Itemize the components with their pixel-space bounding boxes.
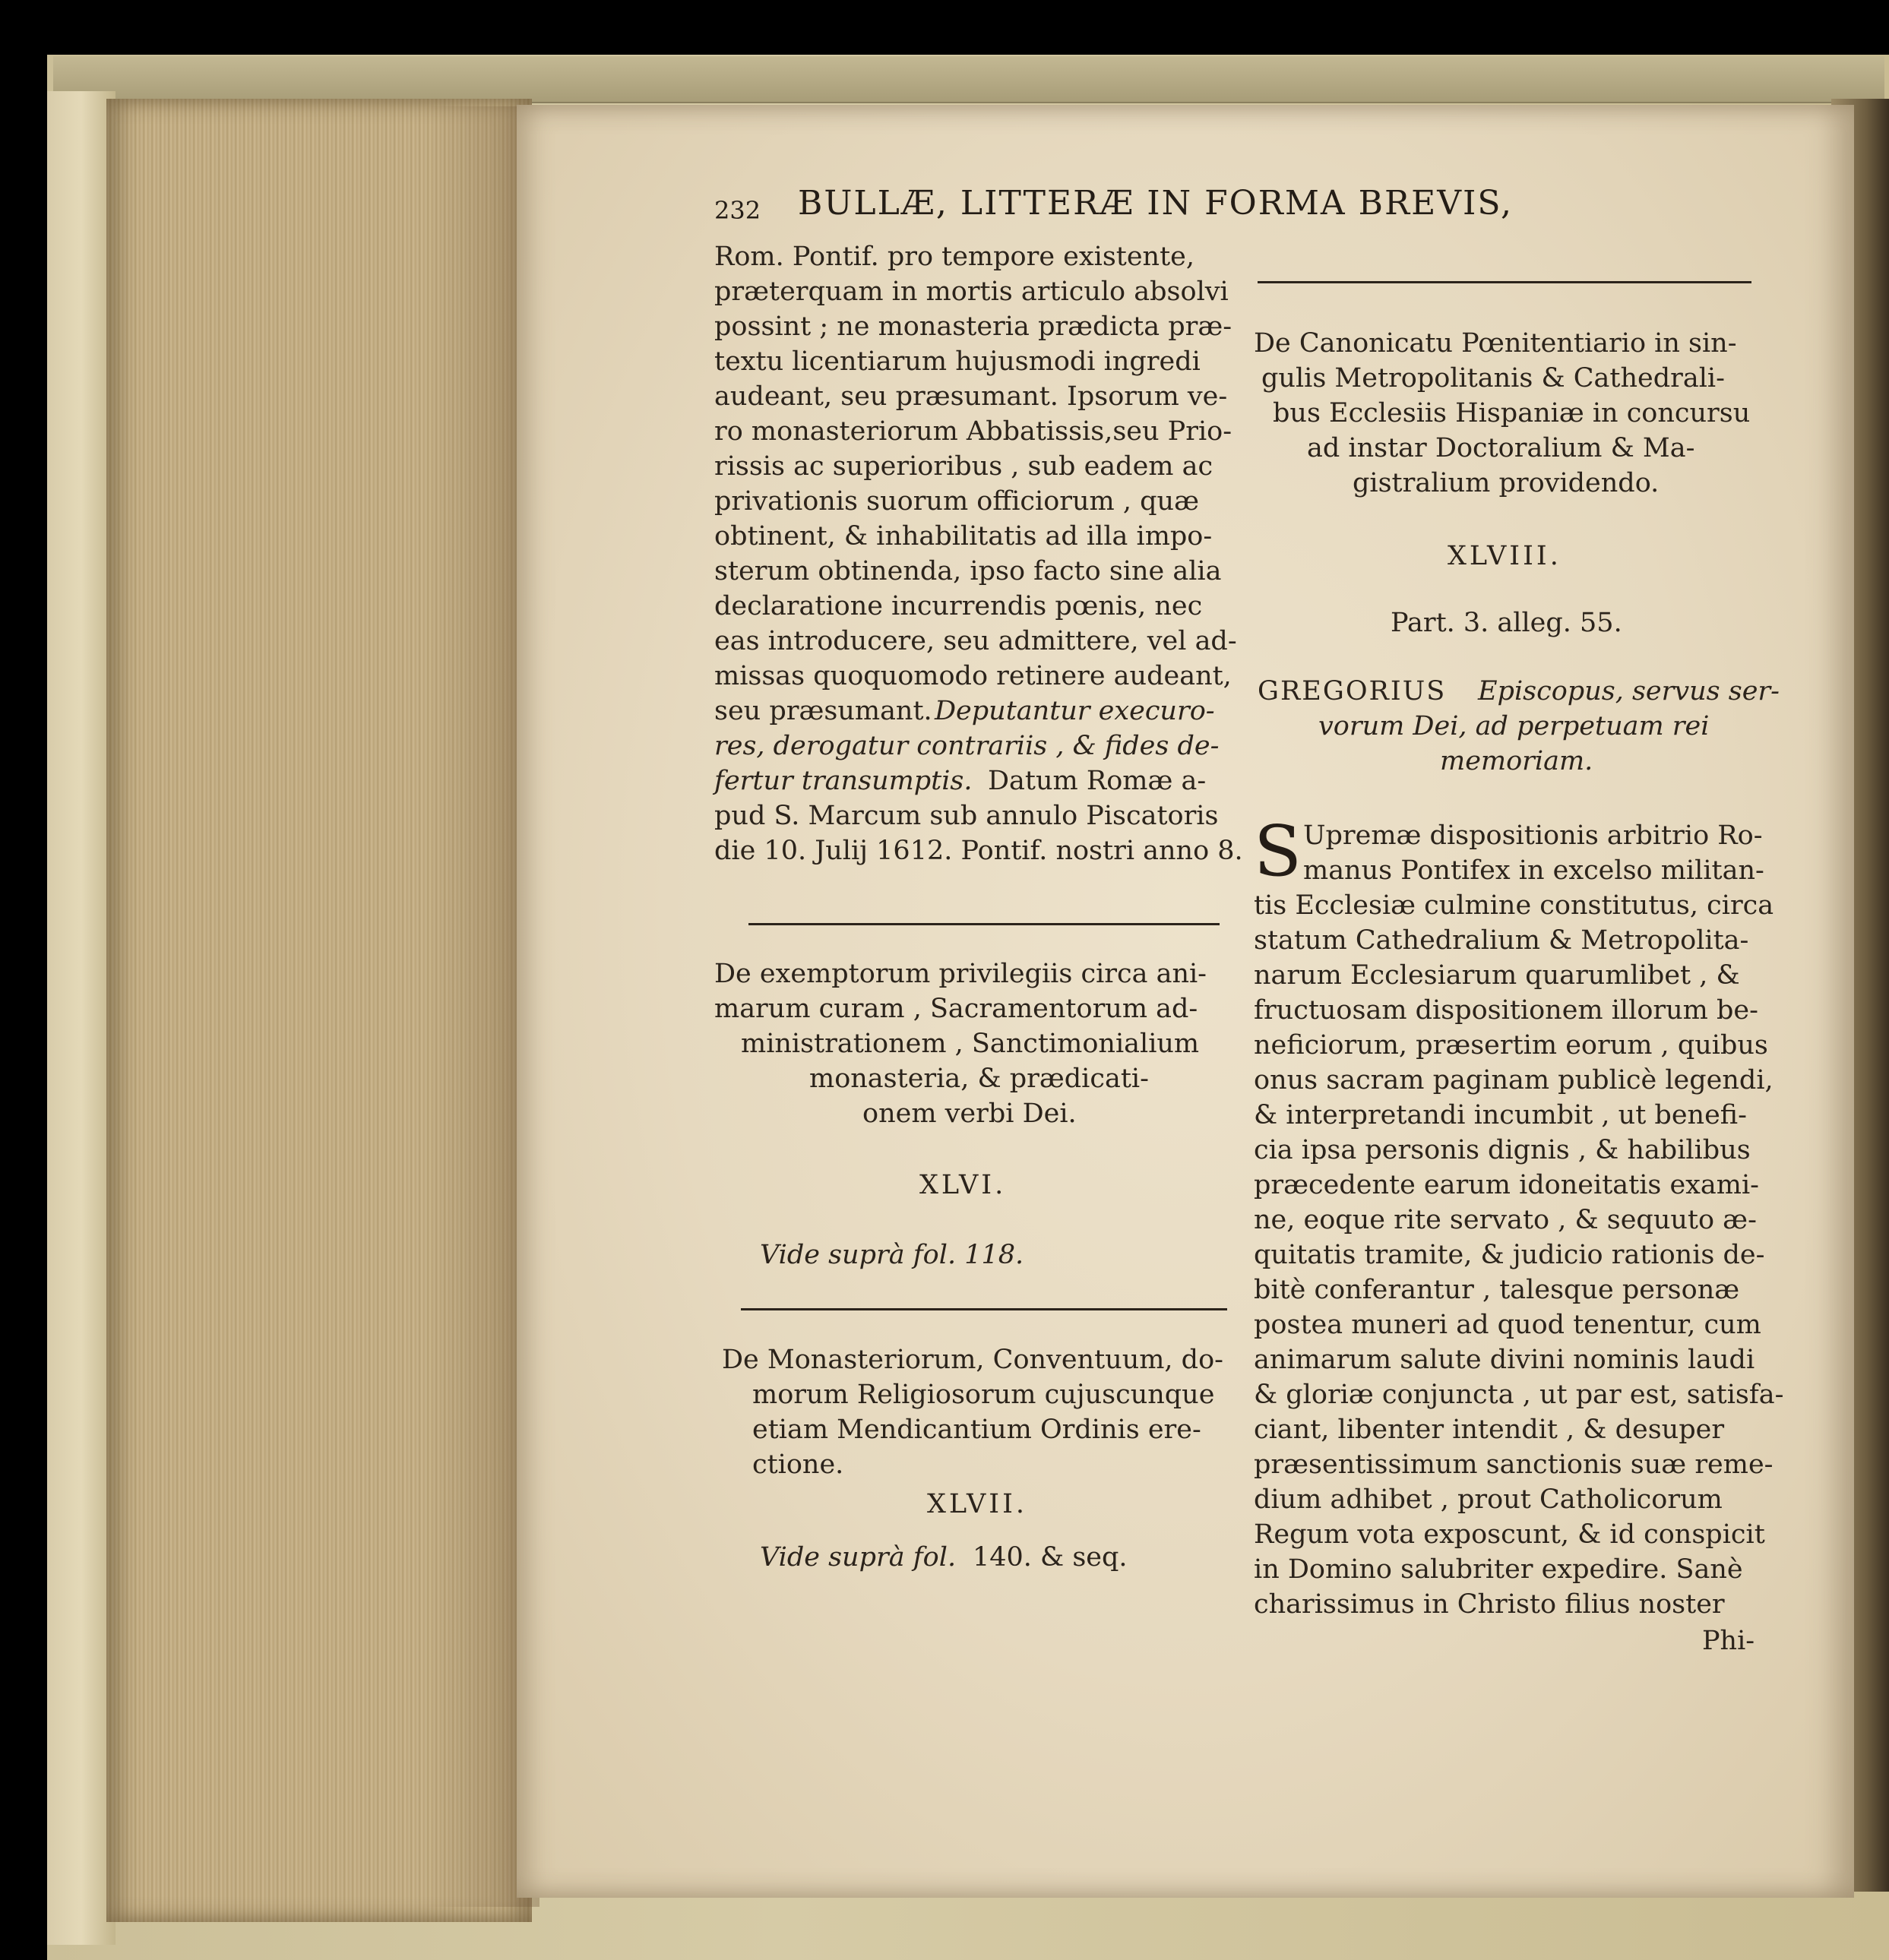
- text-line: ne, eoque rite servato , & sequuto æ-: [1254, 1205, 1757, 1235]
- section-divider: [748, 923, 1220, 925]
- intitulatio-text: vorum Dei, ad perpetuam rei: [1318, 711, 1710, 741]
- text-line: præsentissimum sanctionis suæ reme-: [1254, 1449, 1774, 1480]
- section-heading-line: gistralium providendo.: [1353, 468, 1660, 498]
- text-line: animarum salute divini nominis laudi: [1254, 1345, 1755, 1375]
- running-title: BULLÆ, LITTERÆ IN FORMA BREVIS,: [798, 184, 1513, 223]
- text-line: cia ipsa personis dignis , & habilibus: [1254, 1135, 1751, 1165]
- book-top-edge: [53, 56, 1884, 103]
- text-line: sterum obtinenda, ipso facto sine alia: [714, 556, 1222, 586]
- section-number: XLVIII.: [1448, 541, 1562, 571]
- section-heading-line: De Canonicatu Pœnitentiario in sin-: [1254, 328, 1737, 359]
- text-line: in Domino salubriter expedire. Sanè: [1254, 1554, 1743, 1585]
- allegation-reference: Part. 3. alleg. 55.: [1391, 608, 1622, 638]
- section-heading-line: bus Ecclesiis Hispaniæ in concursu: [1273, 398, 1751, 428]
- section-heading-line: marum curam , Sacramentorum ad-: [714, 994, 1198, 1024]
- text-line: audeant, seu præsumant. Ipsorum ve-: [714, 381, 1228, 412]
- section-heading-line: etiam Mendicantium Ordinis ere-: [752, 1415, 1201, 1445]
- text-line: missas quoquomodo retinere audeant,: [714, 661, 1232, 691]
- section-heading-line: onem verbi Dei.: [862, 1099, 1077, 1129]
- text-line: Regum vota exposcunt, & id conspicit: [1254, 1519, 1765, 1550]
- text-line: ro monasteriorum Abbatissis,seu Prio-: [714, 416, 1232, 447]
- text-line: statum Cathedralium & Metropolita-: [1254, 925, 1749, 956]
- text-line: privationis suorum officiorum , quæ: [714, 486, 1199, 517]
- text-line: manus Pontifex in excelso militan-: [1303, 855, 1764, 886]
- section-number: XLVI.: [919, 1170, 1007, 1200]
- text-line: bitè conferantur , talesque personæ: [1254, 1275, 1740, 1305]
- section-heading-line: ad instar Doctoralium & Ma-: [1307, 433, 1695, 463]
- text-line: tis Ecclesiæ culmine constitutus, circa: [1254, 890, 1774, 921]
- text-line: neficiorum, præsertim eorum , quibus: [1254, 1030, 1768, 1061]
- section-divider: [1258, 281, 1751, 283]
- section-heading-line: De Monasteriorum, Conventuum, do-: [722, 1345, 1223, 1375]
- italic-text-line: res, derogatur contrariis , & fides de-: [714, 731, 1220, 761]
- italic-text-line: Deputantur execuro-: [935, 696, 1215, 726]
- section-heading-line: De exemptorum privilegiis circa ani-: [714, 959, 1207, 989]
- text-line: possint ; ne monasteria prædicta præ-: [714, 311, 1232, 342]
- italic-text-line: fertur transumptis.: [714, 766, 973, 796]
- text-line: seu præsumant.: [714, 696, 932, 726]
- text-line: postea muneri ad quod tenentur, cum: [1254, 1310, 1761, 1340]
- text-line: charissimus in Christo filius noster: [1254, 1589, 1725, 1620]
- section-number: XLVII.: [927, 1489, 1028, 1519]
- section-heading-line: ministrationem , Sanctimonialium: [741, 1029, 1200, 1059]
- text-line: dium adhibet , prout Catholicorum: [1254, 1484, 1723, 1515]
- cross-reference: Vide suprà fol.: [760, 1542, 957, 1573]
- book-binding-edge: [47, 91, 115, 1945]
- text-line: fructuosam dispositionem illorum be-: [1254, 995, 1758, 1026]
- text-line: quitatis tramite, & judicio rationis de-: [1254, 1240, 1765, 1270]
- intitulatio-name: GREGORIUS: [1258, 676, 1447, 707]
- cross-reference: Vide suprà fol. 118.: [760, 1240, 1024, 1270]
- text-line: die 10. Julij 1612. Pontif. nostri anno 8.: [714, 836, 1243, 866]
- text-line: & gloriæ conjuncta , ut par est, satisfa-: [1254, 1380, 1784, 1410]
- text-line: declaratione incurrendis pœnis, nec: [714, 591, 1203, 621]
- page-number: 232: [714, 196, 761, 225]
- text-line: Rom. Pontif. pro tempore existente,: [714, 242, 1194, 272]
- text-line: ciant, libenter intendit , & desuper: [1254, 1415, 1725, 1445]
- text-line: Datum Romæ a-: [988, 766, 1207, 796]
- text-line: rissis ac superioribus , sub eadem ac: [714, 451, 1213, 482]
- text-line: narum Ecclesiarum quarumlibet , &: [1254, 960, 1740, 991]
- intitulatio-text: memoriam.: [1440, 746, 1593, 776]
- drop-cap-initial: S: [1254, 811, 1302, 892]
- text-line: onus sacram paginam publicè legendi,: [1254, 1065, 1774, 1095]
- text-line: Upremæ dispositionis arbitrio Ro-: [1303, 820, 1763, 851]
- text-line: eas introducere, seu admittere, vel ad-: [714, 626, 1237, 656]
- intitulatio-text: Episcopus, servus ser-: [1478, 676, 1780, 707]
- section-heading-line: ctione.: [752, 1449, 844, 1480]
- text-line: obtinent, & inhabilitatis ad illa impo-: [714, 521, 1213, 552]
- section-heading-line: gulis Metropolitanis & Cathedrali-: [1261, 363, 1725, 394]
- catchword: Phi-: [1702, 1626, 1755, 1656]
- text-line: textu licentiarum hujusmodi ingredi: [714, 346, 1201, 377]
- text-line: præcedente earum idoneitatis exami-: [1254, 1170, 1759, 1200]
- section-divider: [741, 1308, 1227, 1310]
- text-line: pud S. Marcum sub annulo Piscatoris: [714, 801, 1219, 831]
- cross-reference-page: 140. & seq.: [973, 1542, 1128, 1573]
- section-heading-line: monasteria, & prædicati-: [809, 1064, 1149, 1094]
- text-line: & interpretandi incumbit , ut benefi-: [1254, 1100, 1747, 1130]
- section-heading-line: morum Religiosorum cujuscunque: [752, 1380, 1215, 1410]
- text-line: præterquam in mortis articulo absolvi: [714, 277, 1229, 307]
